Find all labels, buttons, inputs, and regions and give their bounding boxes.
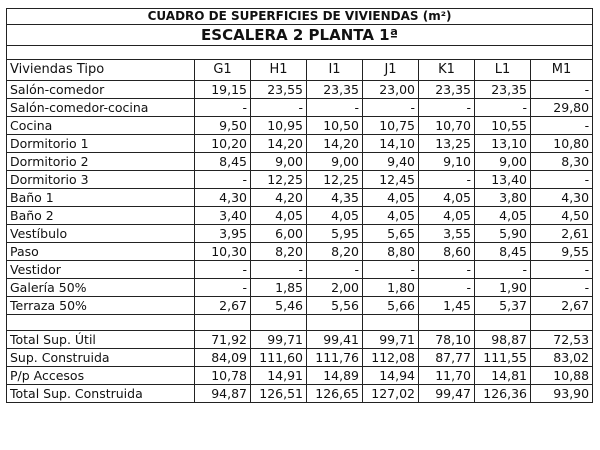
- cell-value: 1,90: [475, 279, 531, 297]
- cell-value: 4,30: [195, 189, 251, 207]
- row-label: Total Sup. Construida: [7, 385, 195, 403]
- cell-value: 29,80: [531, 99, 593, 117]
- cell-value: 5,66: [363, 297, 419, 315]
- row-label: Paso: [7, 243, 195, 261]
- cell-value: 99,71: [251, 331, 307, 349]
- header-row: [7, 60, 593, 81]
- header-col-h1: H1: [251, 60, 307, 81]
- cell-value: 14,89: [307, 367, 363, 385]
- cell-value: -: [419, 171, 475, 189]
- cell-value: 5,56: [307, 297, 363, 315]
- cell-value: 2,61: [531, 225, 593, 243]
- spacer-row: [7, 46, 593, 60]
- cell-value: -: [363, 261, 419, 279]
- header-col-k1: K1: [419, 60, 475, 81]
- row-label: Salón-comedor-cocina: [7, 99, 195, 117]
- row-label: Total Sup. Útil: [7, 331, 195, 349]
- cell-value: 72,53: [531, 331, 593, 349]
- cell-value: 112,08: [363, 349, 419, 367]
- cell-value: 6,00: [251, 225, 307, 243]
- cell-value: 23,35: [475, 81, 531, 99]
- cell-value: 8,20: [307, 243, 363, 261]
- cell-value: 127,02: [363, 385, 419, 403]
- row-label: Vestíbulo: [7, 225, 195, 243]
- cell-value: 5,37: [475, 297, 531, 315]
- cell-value: 9,55: [531, 243, 593, 261]
- cell-value: -: [307, 99, 363, 117]
- cell-value: -: [195, 279, 251, 297]
- cell-value: 111,76: [307, 349, 363, 367]
- row-label: Cocina: [7, 117, 195, 135]
- cell-value: 87,77: [419, 349, 475, 367]
- cell-value: 12,25: [307, 171, 363, 189]
- header-col-j1: J1: [363, 60, 419, 81]
- cell-value: 4,20: [251, 189, 307, 207]
- cell-value: 2,00: [307, 279, 363, 297]
- cell-value: 8,60: [419, 243, 475, 261]
- cell-value: 2,67: [195, 297, 251, 315]
- cell-value: 23,35: [307, 81, 363, 99]
- cell-value: 4,05: [363, 189, 419, 207]
- cell-value: 4,05: [419, 189, 475, 207]
- row-label: Baño 2: [7, 207, 195, 225]
- header-col-m1: M1: [531, 60, 593, 81]
- row-label: Terraza 50%: [7, 297, 195, 315]
- cell-value: 126,65: [307, 385, 363, 403]
- cell-value: 4,05: [475, 207, 531, 225]
- cell-value: 13,10: [475, 135, 531, 153]
- cell-value: 10,95: [251, 117, 307, 135]
- cell-value: 93,90: [531, 385, 593, 403]
- row-label: Vestidor: [7, 261, 195, 279]
- table-row: [7, 135, 593, 153]
- cell-value: 13,25: [419, 135, 475, 153]
- cell-value: 5,65: [363, 225, 419, 243]
- row-label: Galería 50%: [7, 279, 195, 297]
- cell-value: 99,47: [419, 385, 475, 403]
- cell-value: 83,02: [531, 349, 593, 367]
- total-row: [7, 331, 593, 349]
- cell-value: 4,05: [307, 207, 363, 225]
- row-label: Dormitorio 3: [7, 171, 195, 189]
- table-row: [7, 207, 593, 225]
- cell-value: 99,71: [363, 331, 419, 349]
- cell-value: -: [195, 261, 251, 279]
- cell-value: 78,10: [419, 331, 475, 349]
- cell-value: 14,94: [363, 367, 419, 385]
- cell-value: 10,75: [363, 117, 419, 135]
- cell-value: 10,80: [531, 135, 593, 153]
- cell-value: -: [475, 261, 531, 279]
- table-row: [7, 279, 593, 297]
- cell-value: 10,50: [307, 117, 363, 135]
- cell-value: -: [419, 261, 475, 279]
- table-subtitle: ESCALERA 2 PLANTA 1ª: [7, 25, 593, 46]
- cell-value: 1,80: [363, 279, 419, 297]
- cell-value: 9,00: [475, 153, 531, 171]
- row-label: Salón-comedor: [7, 81, 195, 99]
- table-row: [7, 171, 593, 189]
- cell-value: 3,40: [195, 207, 251, 225]
- cell-value: -: [531, 261, 593, 279]
- table-row: [7, 225, 593, 243]
- cell-value: 9,50: [195, 117, 251, 135]
- cell-value: 9,10: [419, 153, 475, 171]
- cell-value: 8,30: [531, 153, 593, 171]
- cell-value: 8,45: [475, 243, 531, 261]
- cell-value: -: [531, 117, 593, 135]
- cell-value: -: [307, 261, 363, 279]
- cell-value: 4,05: [419, 207, 475, 225]
- surface-table: [6, 8, 593, 403]
- cell-value: 8,20: [251, 243, 307, 261]
- table-row: [7, 117, 593, 135]
- cell-value: 12,45: [363, 171, 419, 189]
- cell-value: 19,15: [195, 81, 251, 99]
- cell-value: 3,55: [419, 225, 475, 243]
- cell-value: 71,92: [195, 331, 251, 349]
- cell-value: -: [195, 171, 251, 189]
- header-col-l1: L1: [475, 60, 531, 81]
- cell-value: 8,80: [363, 243, 419, 261]
- cell-value: 4,50: [531, 207, 593, 225]
- cell-value: 10,20: [195, 135, 251, 153]
- table-row: [7, 81, 593, 99]
- header-label: Viviendas Tipo: [7, 60, 195, 81]
- cell-value: 4,05: [251, 207, 307, 225]
- row-label: Dormitorio 2: [7, 153, 195, 171]
- table-row: [7, 261, 593, 279]
- cell-value: 94,87: [195, 385, 251, 403]
- cell-value: 111,60: [251, 349, 307, 367]
- cell-value: -: [251, 99, 307, 117]
- cell-value: 5,95: [307, 225, 363, 243]
- cell-value: 10,88: [531, 367, 593, 385]
- cell-value: 99,41: [307, 331, 363, 349]
- cell-value: 5,46: [251, 297, 307, 315]
- cell-value: 10,55: [475, 117, 531, 135]
- cell-value: 4,05: [363, 207, 419, 225]
- cell-value: 14,91: [251, 367, 307, 385]
- total-row: [7, 367, 593, 385]
- cell-value: 14,10: [363, 135, 419, 153]
- cell-value: 3,80: [475, 189, 531, 207]
- row-label: Dormitorio 1: [7, 135, 195, 153]
- cell-value: 10,30: [195, 243, 251, 261]
- title-row: [7, 9, 593, 25]
- cell-value: 3,95: [195, 225, 251, 243]
- cell-value: 4,35: [307, 189, 363, 207]
- cell-value: 23,35: [419, 81, 475, 99]
- row-label: P/p Accesos: [7, 367, 195, 385]
- cell-value: -: [419, 99, 475, 117]
- table-title: CUADRO DE SUPERFICIES DE VIVIENDAS (m²): [7, 9, 593, 25]
- table-row: [7, 243, 593, 261]
- cell-value: 8,45: [195, 153, 251, 171]
- cell-value: -: [363, 99, 419, 117]
- cell-value: 98,87: [475, 331, 531, 349]
- cell-value: -: [195, 99, 251, 117]
- surface-table-sheet: [6, 8, 592, 403]
- total-row: [7, 385, 593, 403]
- table-row: [7, 297, 593, 315]
- cell-value: 2,67: [531, 297, 593, 315]
- header-col-i1: I1: [307, 60, 363, 81]
- row-label: Baño 1: [7, 189, 195, 207]
- cell-value: 9,00: [251, 153, 307, 171]
- cell-value: 126,51: [251, 385, 307, 403]
- cell-value: 126,36: [475, 385, 531, 403]
- cell-value: 4,30: [531, 189, 593, 207]
- cell-value: 1,45: [419, 297, 475, 315]
- cell-value: -: [419, 279, 475, 297]
- cell-value: 5,90: [475, 225, 531, 243]
- row-label: Sup. Construida: [7, 349, 195, 367]
- cell-value: -: [475, 99, 531, 117]
- cell-value: 23,00: [363, 81, 419, 99]
- cell-value: 10,70: [419, 117, 475, 135]
- cell-value: 111,55: [475, 349, 531, 367]
- cell-value: 9,00: [307, 153, 363, 171]
- total-row: [7, 349, 593, 367]
- table-row: [7, 153, 593, 171]
- cell-value: 14,81: [475, 367, 531, 385]
- table-row: [7, 99, 593, 117]
- cell-value: -: [531, 171, 593, 189]
- cell-value: 14,20: [307, 135, 363, 153]
- cell-value: -: [251, 261, 307, 279]
- cell-value: 84,09: [195, 349, 251, 367]
- cell-value: 14,20: [251, 135, 307, 153]
- cell-value: 9,40: [363, 153, 419, 171]
- cell-value: 12,25: [251, 171, 307, 189]
- gap-row: [7, 315, 593, 331]
- cell-value: 1,85: [251, 279, 307, 297]
- header-col-g1: G1: [195, 60, 251, 81]
- cell-value: 11,70: [419, 367, 475, 385]
- table-row: [7, 189, 593, 207]
- cell-value: 13,40: [475, 171, 531, 189]
- subtitle-row: [7, 25, 593, 46]
- cell-value: 23,55: [251, 81, 307, 99]
- cell-value: 10,78: [195, 367, 251, 385]
- cell-value: -: [531, 81, 593, 99]
- cell-value: -: [531, 279, 593, 297]
